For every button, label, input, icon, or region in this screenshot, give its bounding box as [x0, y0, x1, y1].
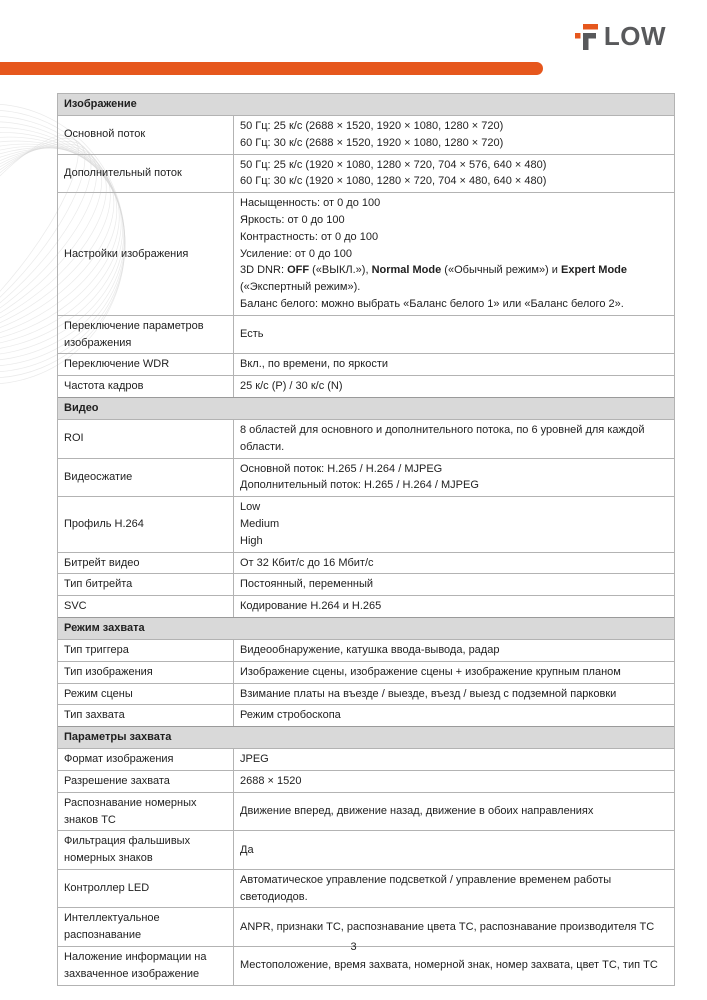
row-label: Переключение параметров изображения: [58, 316, 234, 354]
table-row: [58, 830, 674, 869]
row-label: Тип изображения: [58, 662, 234, 683]
row-label: Фильтрация фальшивых номерных знаков: [58, 831, 234, 869]
row-value: JPEG: [240, 753, 269, 766]
row-value: ANPR, признаки ТС, распознавание цвета ТС, распознавание производителя ТС: [240, 920, 655, 933]
row-value: 25 к/с (P) / 30 к/с (N): [240, 380, 343, 393]
row-value: Видеообнаружение, катушка ввода-вывода, радар: [240, 643, 500, 656]
logo-text: LOW: [603, 21, 666, 51]
row-label: Разрешение захвата: [58, 771, 234, 792]
row-label: Битрейт видео: [58, 553, 234, 574]
table-row: [58, 661, 674, 683]
row-value: Кодирование H.264 и H.265: [240, 600, 382, 613]
table-row: [58, 192, 674, 315]
accent-bar: [0, 62, 543, 75]
section-header: Параметры захвата: [58, 726, 674, 748]
row-value: Да: [240, 843, 254, 856]
table-row: [58, 639, 674, 661]
row-label: SVC: [58, 596, 234, 617]
table-row: [58, 770, 674, 792]
row-value: 50 Гц: 25 к/с (2688 × 1520, 1920 × 1080, 1280 × 720) 60 Гц: 30 к/с (2688 × 1520, 1920 × 1080, 1280 × 720): [240, 120, 504, 149]
page-number: 3: [350, 941, 357, 953]
row-label: Формат изображения: [58, 749, 234, 770]
row-label: Основной поток: [58, 116, 234, 154]
table-row: [58, 154, 674, 193]
row-value: Режим стробоскопа: [240, 709, 341, 722]
flow-logo-icon: [575, 23, 603, 51]
table-row: [58, 353, 674, 375]
table-row: [58, 458, 674, 497]
table-row: [58, 573, 674, 595]
row-label: Частота кадров: [58, 376, 234, 397]
row-value: Есть: [240, 328, 264, 341]
row-label: ROI: [58, 420, 234, 458]
row-value: 8 областей для основного и дополнительного потока, по 6 уровней для каждой области.: [240, 423, 645, 453]
spec-table: [57, 93, 675, 986]
table-row: [58, 315, 674, 354]
table-row: [58, 496, 674, 551]
brand-logo: [575, 23, 666, 51]
logo-top-dash: [583, 24, 598, 30]
row-value: 50 Гц: 25 к/с (1920 × 1080, 1280 × 720, 704 × 576, 640 × 480) 60 Гц: 30 к/с (1920 × 1080, 1280 × 720, 704 × 480, 640 × 480): [240, 158, 547, 188]
table-row: [58, 748, 674, 770]
row-label: Тип битрейта: [58, 574, 234, 595]
row-label: Распознавание номерных знаков ТС: [58, 793, 234, 831]
row-value: Взимание платы на въезде / выезде, въезд / выезд с подземной парковки: [240, 687, 617, 700]
row-label: Дополнительный поток: [58, 155, 234, 193]
row-value: Местоположение, время захвата, номерной знак, номер захвата, цвет ТС, тип ТС: [240, 959, 658, 972]
table-row: [58, 552, 674, 574]
row-label: Профиль H.264: [58, 497, 234, 551]
row-value: Автоматическое управление подсветкой / управление временем работы светодиодов.: [240, 873, 612, 903]
row-label: Интеллектуальное распознавание: [58, 908, 234, 946]
table-row: [58, 683, 674, 705]
logo-stem: [583, 33, 589, 50]
row-label: Режим сцены: [58, 684, 234, 705]
section-header: Изображение: [58, 94, 674, 115]
table-row: [58, 419, 674, 458]
table-row: [58, 869, 674, 908]
row-value: Основной поток: H.265 / H.264 / MJPEG Дополнительный поток: H.265 / H.264 / MJPEG: [240, 462, 479, 492]
section-header: Видео: [58, 397, 674, 419]
row-label: Видеосжатие: [58, 459, 234, 497]
section-header: Режим захвата: [58, 617, 674, 639]
row-value: Вкл., по времени, по яркости: [240, 358, 389, 371]
table-row: [58, 704, 674, 726]
table-row: [58, 595, 674, 617]
table-row: [58, 375, 674, 397]
row-label: Контроллер LED: [58, 870, 234, 908]
row-label: Тип триггера: [58, 640, 234, 661]
row-value: Насыщенность: от 0 до 100 Яркость: от 0 до 100 Контрастность: от 0 до 100 Усиление: от 0 до 100 3D DNR: OFF («ВЫКЛ.»), Normal Mode («Обычный режим») и Expert Mode («Экспертный режим»). Баланс белого: можно выбрать «Баланс белого 1» или «Баланс белого 2».: [240, 197, 627, 310]
row-value: Low Medium High: [240, 501, 280, 547]
row-value: Изображение сцены, изображение сцены + изображение крупным планом: [240, 665, 621, 678]
row-value: 2688 × 1520: [240, 774, 302, 787]
table-row: [58, 115, 674, 154]
row-label: Наложение информации на захваченное изображение: [58, 947, 234, 985]
row-value: Движение вперед, движение назад, движение в обоих направлениях: [240, 805, 594, 818]
row-value: От 32 Кбит/с до 16 Мбит/с: [240, 556, 374, 569]
table-row: [58, 792, 674, 831]
row-label: Переключение WDR: [58, 354, 234, 375]
row-value: Постоянный, переменный: [240, 578, 374, 591]
row-label: Тип захвата: [58, 705, 234, 726]
row-label: Настройки изображения: [58, 193, 234, 315]
logo-dot: [575, 33, 581, 39]
